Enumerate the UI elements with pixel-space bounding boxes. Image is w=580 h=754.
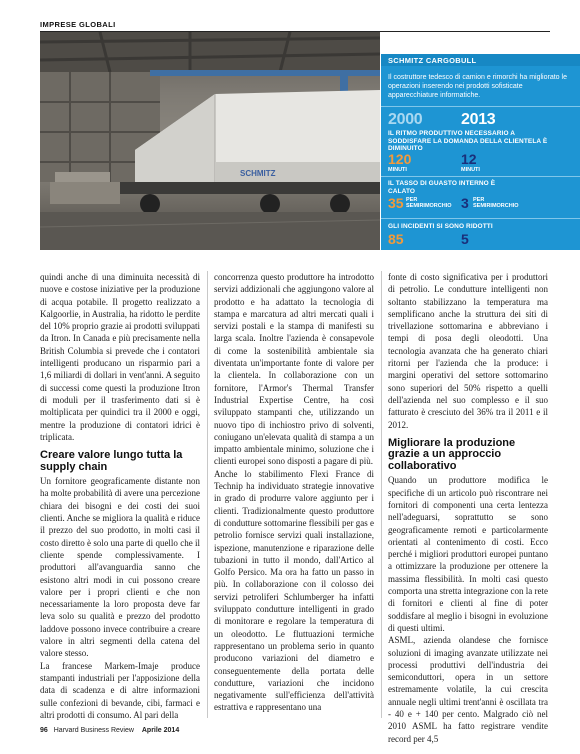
sidebar-description: Il costruttore tedesco di camion e rimorchi ha migliorato le operazioni inserendo nei prodotti sofisticate apparecchiature informatiche.: [388, 74, 567, 99]
year-before: 2000: [388, 111, 423, 128]
paragraph: Un fornitore geograficamente distante non ha molte probabilità di avere una percezione chiara dei bisogni e dei costi dei suoi clienti. Anche se migliora la qualità e riduce il prezzo del suo prodotto, in molti casi il costo diretto è solo una parte di quello che il cliente spende complessivamente. I produttori all'avanguardia sanno che esistono altri modi in cui possono creare valore per i propri clienti e che non necessariamente la loro proposta deve far leva solo su qualità e prezzo del prodotto laddove possono invece contribuire a creare valore in altri segmenti della catena del valore stesso.: [40, 476, 200, 659]
page-footer: [40, 727, 550, 734]
paragraph: Quando un produttore modifica le specifiche di un articolo può riscontrare nei fornitori di componenti una certa lentezza nell'adeguarsi, soprattutto se sono geograficamente remoti e particolarmente orientati al contenimento di costi. Ecco perché i migliori produttori europei puntano a ottimizzare la produzione per ottenere la massima flessibilità. In molti casi questo comporta una stretta integrazione con la rete di fornitori e clienti al fine di poter soddisfare al meglio i bisogni in evoluzione di questi ultimi.: [388, 475, 548, 633]
magazine-name: Harvard Business Review: [53, 727, 134, 734]
metric-failure-label: IL TASSO DI GUASTO INTERNO È CALATO: [388, 180, 496, 195]
paragraph: ASML, azienda olandese che fornisce soluzioni di imaging avanzate utilizzate nei processi produttivi dell'industria dei semiconduttori, opera in un settore estremamente volatile, la cui crescita annuale negli ultimi trent'anni è oscillata tra - 40 e + 140 per cento. Malgrado ciò nel 2010 ASML ha fatto registrare vendite record per 4,5: [388, 635, 548, 744]
metric-failure-before: 35: [388, 195, 404, 211]
metric-incidents-before: 85: [388, 231, 404, 247]
sidebar-title: SCHMITZ CARGOBULL: [381, 54, 580, 66]
metric-production-unit-after: MINUTI: [461, 167, 480, 173]
sidebar-divider: [381, 218, 580, 219]
issue-date: Aprile 2014: [141, 727, 180, 734]
paragraph: concorrenza questo produttore ha introdotto servizi addizionali che aggiungono valore al prodotto e ha adattato la tecnologia di stampa e marcatura ad altri mercati quali i servizi postali e la stampa di manifesti su larga scala. Inoltre l'azienda è consapevole di come la sostenibilità ambientale sia diventata un'importante fonte di valore per la clientela. In collaborazione con un fornitore, l'Armor's Thermal Transfer Industrial Expertise Centre, ha così sviluppato stampanti che, utilizzando un nuovo tipo di inchiostro privo di solventi, coniugano un'elevata qualità di stampa a un impatto ambientale minimo, soluzione che i clienti europei sono disposti a pagare di più.: [214, 272, 374, 467]
paragraph: Anche lo stabilimento Flexi France di Technip ha individuato strategie innovative in grado di produrre valore aggiunto per i clienti. Tradizionalmente questo produttore di condutture sottomarine flessibili per gas e petrolio fornisce servizi quali installazione, ispezione, manutenzione e riparazione delle tubazioni in tutto il mondo, dall'Artico al Golfo Persico. Ma ora ha fatto un passo in più. In collaborazione con il colosso dei servizi petroliferi Schlumberger ha infatti sviluppato condutture intelligenti in grado di monitorare e regolare la temperatura di un oleodotto. Le fluttuazioni termiche rappresentano un problema serio in quanto producono variazioni del diametro e conseguentemente della portata delle condutture, variazioni che incidono negativamente sull'efficienza dell'attività estrattiva e rappresentano una: [214, 468, 374, 713]
metric-production-unit-before: MINUTI: [388, 167, 407, 173]
metric-production-label: IL RITMO PRODUTTIVO NECESSARIO A SODDISFARE LA DOMANDA DELLA CLIENTELA È DIMINUITO: [388, 130, 548, 152]
svg-text:SCHMITZ: SCHMITZ: [240, 169, 276, 178]
article-column-1: [40, 271, 200, 721]
paragraph: fonte di costo significativa per i produttori di petrolio. Le condutture intelligenti non soltanto stabilizzano la temperatura ma semplificano anche la struttura dei siti di trivellazione sottomarina e abbreviano i tempi di posa degli oleodotti. Una tecnologia avanzata che ha generato chiari ritorni per l'azienda che la produce: i margini operativi del settore sottomarino sono superiori del 50% rispetto a quelli dell'azienda nel suo complesso e il suo fatturato è cresciuto del 36% tra il 2011 e il 2012.: [388, 272, 548, 430]
infographic-sidebar: [381, 54, 580, 250]
section-heading: Creare valore lungo tutta la supply chain: [40, 449, 183, 473]
sidebar-divider: [381, 176, 580, 177]
sidebar-divider: [381, 106, 580, 107]
column-divider: [381, 271, 382, 718]
paragraph: quindi anche di una diminuita necessità di nuove e costose iniziative per la produzione di acqua potabile. Il progetto realizzato a Kalgoorlie, in Australia, ha ridotto le perdite del 10% proprio grazie ai prodotti sviluppati da Itron. In Canada e più precisamente nella British Columbia si prevede che i contatori intelligenti producano un risparmio pari a 1,6 miliardi di dollari in vent'anni. A seguito di successi come questi la produzione Itron di moduli per il trasferimento dati si è moltiplicata per quindici tra il 2000 e oggi, mentre la produzione di contatori idrici è triplicata.: [40, 272, 200, 442]
page-number: 96: [40, 727, 48, 734]
section-heading: Migliorare la produzione grazie a un approccio collaborativo: [388, 436, 516, 472]
article-column-3: [388, 271, 548, 745]
metric-failure-unit-after: PER SEMIRIMORCHIO: [473, 197, 519, 209]
metric-failure-unit-before: PER SEMIRIMORCHIO: [406, 197, 452, 209]
factory-photo: [40, 32, 380, 250]
metric-incidents-label: GLI INCIDENTI SI SONO RIDOTTI: [388, 223, 493, 230]
metric-failure-after: 3: [461, 195, 469, 211]
year-after: 2013: [461, 111, 496, 128]
factory-photo-illustration: [40, 32, 380, 250]
metric-incidents-after: 5: [461, 231, 469, 247]
metric-production-before: 120: [388, 151, 412, 167]
metric-production-after: 12: [461, 151, 477, 167]
paragraph: La francese Markem-Imaje produce stampanti industriali per l'apposizione della data di scadenza e di altre informazioni sulle confezioni di bevande, cibi, farmaci e altri prodotti di consumo. Al pari della: [40, 660, 200, 720]
column-divider: [207, 271, 208, 718]
article-column-2: [214, 271, 374, 714]
section-tag: IMPRESE GLOBALI: [40, 20, 550, 32]
